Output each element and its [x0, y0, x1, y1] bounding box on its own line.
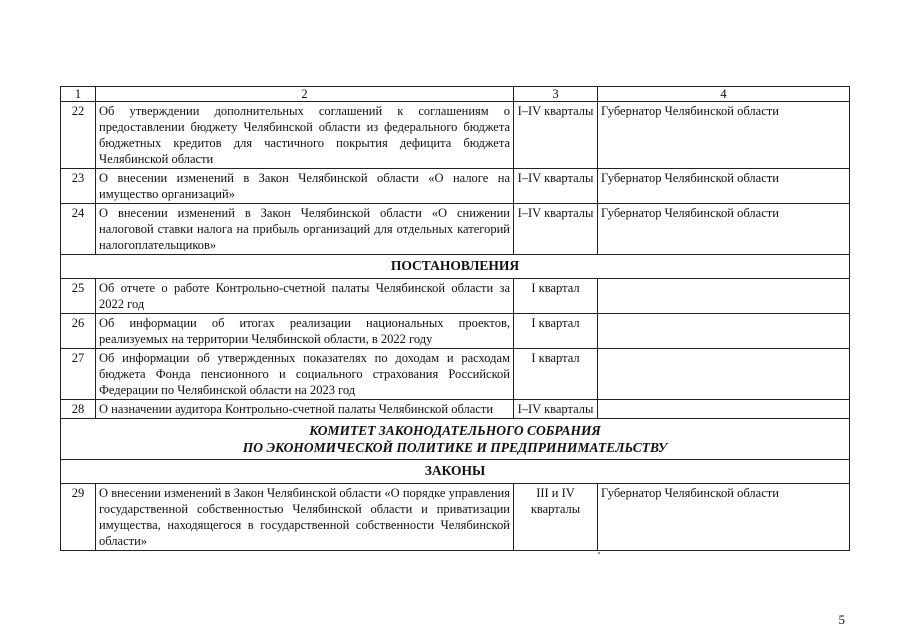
row-number: 23	[61, 169, 96, 204]
row-title: О назначении аудитора Контрольно-счетной палаты Челябинской области	[96, 400, 514, 419]
row-number: 28	[61, 400, 96, 419]
row-title: Об отчете о работе Контрольно-счетной палаты Челябинской области за 2022 год	[96, 279, 514, 314]
table-row	[61, 102, 850, 169]
row-period: I квартал	[514, 314, 598, 349]
column-number-1: 1	[61, 87, 96, 102]
committee-row	[61, 419, 850, 460]
row-title: О внесении изменений в Закон Челябинской области «О снижении налоговой ставки налога на прибыль организаций для отдельных категорий налогоплательщиков»	[96, 204, 514, 255]
row-period: I–IV кварталы	[514, 102, 598, 169]
page-number: 5	[838, 612, 845, 627]
section-row-laws	[61, 460, 850, 484]
row-period: I квартал	[514, 279, 598, 314]
row-number: 26	[61, 314, 96, 349]
table-row	[61, 169, 850, 204]
row-number: 22	[61, 102, 96, 169]
table-row	[61, 484, 850, 551]
committee-heading-line-1: КОМИТЕТ ЗАКОНОДАТЕЛЬНОГО СОБРАНИЯ	[309, 423, 601, 438]
column-number-4: 4	[598, 87, 850, 102]
section-row-resolutions	[61, 255, 850, 279]
column-number-2: 2	[96, 87, 514, 102]
row-period: I–IV кварталы	[514, 204, 598, 255]
table-row	[61, 204, 850, 255]
column-number-3: 3	[514, 87, 598, 102]
row-title: О внесении изменений в Закон Челябинской области «О налоге на имущество организаций»	[96, 169, 514, 204]
row-title: Об утверждении дополнительных соглашений к соглашениям о предоставлении бюджету Челябинской области из федерального бюджета бюджетных кредитов для частичного покрытия дефицита бюджета Челябинской области	[96, 102, 514, 169]
row-responsible	[598, 279, 850, 314]
row-title: Об информации об утвержденных показателях по доходам и расходам бюджета Фонда пенсионного и социального страхования Российской Федерации по Челябинской области на 2023 год	[96, 349, 514, 400]
row-responsible	[598, 349, 850, 400]
row-responsible: Губернатор Челябинской области	[598, 102, 850, 169]
row-responsible	[598, 314, 850, 349]
row-period: I–IV кварталы	[514, 400, 598, 419]
row-responsible	[598, 400, 850, 419]
row-period: I квартал	[514, 349, 598, 400]
section-heading-resolutions: ПОСТАНОВЛЕНИЯ	[61, 255, 850, 279]
plan-table	[60, 86, 850, 551]
row-period: I–IV кварталы	[514, 169, 598, 204]
row-responsible: Губернатор Челябинской области	[598, 169, 850, 204]
row-number: 29	[61, 484, 96, 551]
section-heading-laws: ЗАКОНЫ	[61, 460, 850, 484]
row-number: 25	[61, 279, 96, 314]
row-responsible: Губернатор Челябинской области	[598, 484, 850, 551]
row-number: 27	[61, 349, 96, 400]
table-row	[61, 279, 850, 314]
row-number: 24	[61, 204, 96, 255]
column-number-row	[61, 87, 850, 102]
row-responsible: Губернатор Челябинской области	[598, 204, 850, 255]
committee-heading	[61, 419, 850, 460]
table-row	[61, 314, 850, 349]
row-title: О внесении изменений в Закон Челябинской области «О порядке управления государственной собственностью Челябинской области и приватизации имущества, находящегося в государственной собственности Челябинской области»	[96, 484, 514, 551]
row-title: Об информации об итогах реализации национальных проектов, реализуемых на территории Челябинской области, в 2022 году	[96, 314, 514, 349]
row-period: III и IV кварталы	[514, 484, 598, 551]
table-row	[61, 349, 850, 400]
scan-speck	[598, 552, 600, 554]
committee-heading-line-2: ПО ЭКОНОМИЧЕСКОЙ ПОЛИТИКЕ И ПРЕДПРИНИМАТЕЛЬСТВУ	[242, 440, 668, 455]
table-row	[61, 400, 850, 419]
